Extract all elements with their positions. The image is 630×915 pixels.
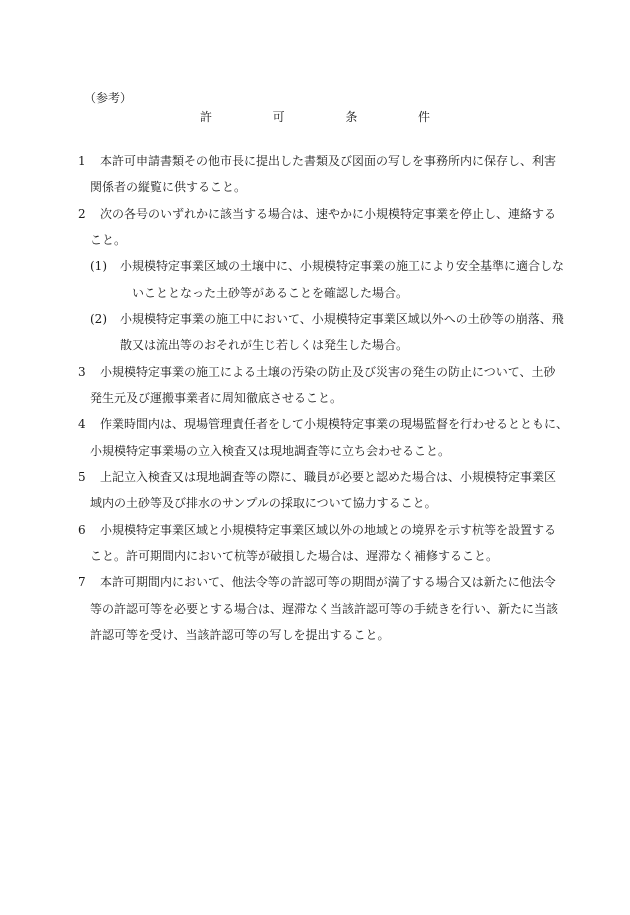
item-text: 上記立入検査又は現地調査等の際に、職員が必要と認めた場合は、小規模特定事業区 bbox=[100, 470, 557, 484]
item-4-line-2: 小規模特定事業場の立入検査又は現地調査等に立ち会わせること。 bbox=[90, 444, 451, 458]
title-char: 許 bbox=[200, 110, 213, 124]
sub-item-number: (1) bbox=[90, 259, 107, 273]
item-text: 本許可期間内において、他法令等の許認可等の期間が満了する場合又は新たに他法令 bbox=[100, 575, 556, 589]
item-3-line-2: 発生元及び運搬事業者に周知徹底させること。 bbox=[90, 391, 343, 405]
reference-note: （参考） bbox=[84, 91, 133, 105]
item-1-line-2: 関係者の縦覧に供すること。 bbox=[90, 180, 247, 194]
sub-item-number: (2) bbox=[90, 312, 107, 326]
item-5-line-1 bbox=[78, 468, 556, 486]
item-2-sub-2-line-1 bbox=[90, 310, 564, 328]
item-text: 小規模特定事業区域と小規模特定事業区域以外の地域との境界を示す杭等を設置する bbox=[100, 523, 557, 537]
document-title bbox=[200, 109, 430, 125]
title-char: 条 bbox=[345, 110, 358, 124]
item-7-line-2: 等の許認可等を必要とする場合は、遅滞なく当該許認可等の手続きを行い、新たに当該 bbox=[90, 602, 559, 616]
item-7-line-3: 許認可等を受け、当該許認可等の写しを提出すること。 bbox=[90, 628, 390, 642]
item-1-line-1 bbox=[78, 152, 556, 170]
item-2-sub-1-line-2: いこととなった土砂等があることを確認した場合。 bbox=[132, 286, 409, 300]
title-char: 件 bbox=[417, 110, 430, 124]
item-number: 2 bbox=[78, 207, 86, 221]
title-char: 可 bbox=[272, 110, 285, 124]
item-text: 作業時間内は、現場管理責任者をして小規模特定事業の現場監督を行わせるとともに、 bbox=[100, 417, 569, 431]
item-text: 本許可申請書類その他市長に提出した書類及び図面の写しを事務所内に保存し、利害 bbox=[100, 154, 557, 168]
item-6-line-1 bbox=[78, 521, 556, 539]
item-2-sub-2-line-2: 散又は流出等のおそれが生じ若しくは発生した場合。 bbox=[120, 338, 409, 352]
item-number: 5 bbox=[78, 470, 86, 484]
item-5-line-2: 域内の土砂等及び排水のサンプルの採取について協力すること。 bbox=[90, 496, 437, 510]
sub-item-text: 小規模特定事業の施工中において、小規模特定事業区域以外への土砂等の崩落、飛 bbox=[120, 312, 564, 326]
item-text: 小規模特定事業の施工による土壌の汚染の防止及び災害の発生の防止について、土砂 bbox=[100, 365, 556, 379]
item-4-line-1 bbox=[78, 415, 568, 433]
item-number: 1 bbox=[78, 154, 86, 168]
item-7-line-1 bbox=[78, 573, 556, 591]
item-2-line-2: こと。 bbox=[90, 233, 127, 247]
item-text: 次の各号のいずれかに該当する場合は、速やかに小規模特定事業を停止し、連絡する bbox=[100, 207, 557, 221]
item-2-line-1 bbox=[78, 205, 556, 223]
item-3-line-1 bbox=[78, 363, 556, 381]
item-number: 7 bbox=[78, 575, 86, 589]
sub-item-text: 小規模特定事業区域の土壌中に、小規模特定事業の施工により安全基準に適合しな bbox=[120, 259, 565, 273]
item-2-sub-1-line-1 bbox=[90, 257, 564, 275]
item-number: 3 bbox=[78, 365, 86, 379]
item-6-line-2: こと。許可期間内において杭等が破損した場合は、遅滞なく補修すること。 bbox=[90, 549, 499, 563]
item-number: 6 bbox=[78, 523, 86, 537]
item-number: 4 bbox=[78, 417, 86, 431]
